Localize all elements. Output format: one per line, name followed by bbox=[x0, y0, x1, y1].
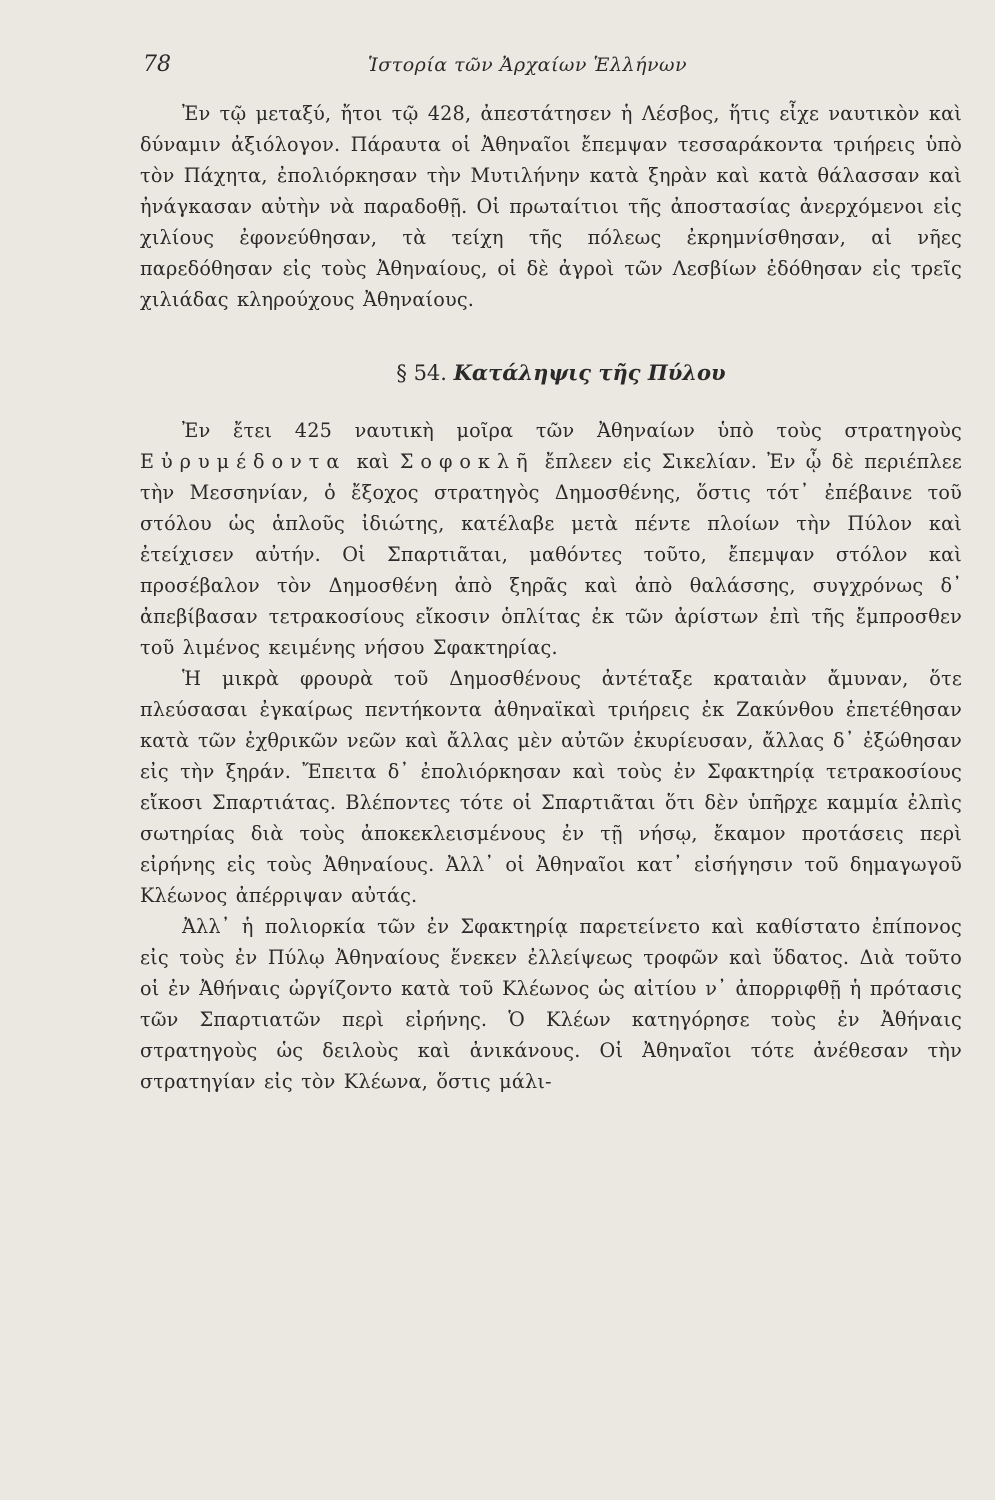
person-name: Σοφοκλῆ bbox=[399, 450, 535, 473]
person-name: Εὐρυμέδοντα bbox=[140, 450, 347, 473]
paragraph-text: Ἐν ἔτει 425 ναυτικὴ μοῖρα τῶν Ἀθηναίων ὑπὸ τοὺς στρατηγοὺς bbox=[182, 419, 962, 442]
paragraph-text: ἔπλεεν εἰς Σικελίαν. Ἐν ᾧ δὲ περιέπλεε τὴν Μεσσηνίαν, ὁ ἔξοχος στρατηγὸς Δημοσθένης, ὅστις τότ᾽ ἐπέβαινε τοῦ στόλου ὡς ἁπλοῦς ἰδιώτης, κατέλαβε μετὰ πέντε πλοίων τὴν Πύλον καὶ ἐτείχισεν αὐτήν. Οἱ Σπαρτιᾶται, μαθόντες τοῦτο, ἔπεμψαν στόλον καὶ προσέβαλον τὸν Δημοσθένη ἀπὸ ξηρᾶς καὶ ἀπὸ θαλάσσης, συγχρόνως δ᾽ ἀπεβίβασαν τετρακοσίους εἴκοσιν ὁπλίτας ἐκ τῶν ἀρίστων ἐπὶ τῆς ἔμπροσθεν τοῦ λιμένος κειμένης νήσου Σφακτηρίας. bbox=[140, 450, 962, 659]
paragraph-cleon: Ἀλλ᾽ ἡ πολιορκία τῶν ἐν Σφακτηρίᾳ παρετείνετο καὶ καθίστατο ἐπίπονος εἰς τοὺς ἐν Πύλῳ Ἀθηναίους ἕνεκεν ἐλλείψεως τροφῶν καὶ ὕδατος. Διὰ τοῦτο οἱ ἐν Ἀθήναις ὠργίζοντο κατὰ τοῦ Κλέωνος ὡς αἰτίου ν᾽ ἀπορριφθῇ ἡ πρότασις τῶν Σπαρτιατῶν περὶ εἰρήνης. Ὁ Κλέων κατηγόρησε τοὺς ἐν Ἀθήναις στρατηγοὺς ὡς δειλοὺς καὶ ἀνικάνους. Οἱ Ἀθηναῖοι τότε ἀνέθεσαν τὴν στρατηγίαν εἰς τὸν Κλέωνα, ὅστις μάλι- bbox=[140, 915, 962, 1093]
body-text bbox=[140, 98, 962, 1097]
paragraph-sphacteria-siege: Ἡ μικρὰ φρουρὰ τοῦ Δημοσθένους ἀντέταξε κραταιὰν ἄμυναν, ὅτε πλεύσασαι ἐγκαίρως πεντήκοντα ἀθηναϊκαὶ τριήρεις ἐκ Ζακύνθου ἐπετέθησαν κατὰ τῶν ἐχθρικῶν νεῶν καὶ ἄλλας μὲν αὐτῶν ἐκυρίευσαν, ἄλλας δ᾽ ἐξώθησαν εἰς τὴν ξηράν. Ἔπειτα δ᾽ ἐπολιόρκησαν καὶ τοὺς ἐν Σφακτηρίᾳ τετρακοσίους εἴκοσι Σπαρτιάτας. Βλέποντες τότε οἱ Σπαρτιᾶται ὅτι δὲν ὑπῆρχε καμμία ἐλπὶς σωτηρίας διὰ τοὺς ἀποκεκλεισμένους ἐν τῇ νήσῳ, ἔκαμον προτάσεις περὶ εἰρήνης εἰς τοὺς Ἀθηναίους. Ἀλλ᾽ οἱ Ἀθηναῖοι κατ᾽ εἰσήγησιν τοῦ δημαγωγοῦ Κλέωνος ἀπέρριψαν αὐτάς. bbox=[140, 667, 962, 907]
running-head bbox=[143, 52, 973, 88]
paragraph-pylos-capture bbox=[140, 415, 962, 663]
paragraph-text: καὶ bbox=[356, 450, 390, 473]
section-number: § 54. bbox=[396, 361, 447, 385]
section-heading bbox=[140, 357, 962, 389]
book-title: Ἱστορία τῶν Ἀρχαίων Ἑλλήνων bbox=[368, 54, 688, 76]
paragraph-lesbos-revolt: Ἐν τῷ μεταξύ, ἤτοι τῷ 428, ἀπεστάτησεν ἡ Λέσβος, ἥτις εἶχε ναυτικὸν καὶ δύναμιν ἀξιόλογον. Πάραυτα οἱ Ἀθηναῖοι ἔπεμψαν τεσσαράκοντα τριήρεις ὑπὸ τὸν Πάχητα, ἐπολιόρκησαν τὴν Μυτιλήνην κατὰ ξηρὰν καὶ κατὰ θάλασσαν καὶ ἠνάγκασαν αὐτὴν νὰ παραδοθῇ. Οἱ πρωταίτιοι τῆς ἀποστασίας ἀνερχόμενοι εἰς χιλίους ἐφονεύθησαν, τὰ τείχη τῆς πόλεως ἐκρημνίσθησαν, αἱ νῆες παρεδόθησαν εἰς τοὺς Ἀθηναίους, οἱ δὲ ἀγροὶ τῶν Λεσβίων ἐδόθησαν εἰς τρεῖς χιλιάδας κληρούχους Ἀθηναίους. bbox=[140, 102, 962, 311]
page-number: 78 bbox=[143, 52, 171, 77]
section-title: Κατάληψις τῆς Πύλου bbox=[453, 360, 726, 385]
